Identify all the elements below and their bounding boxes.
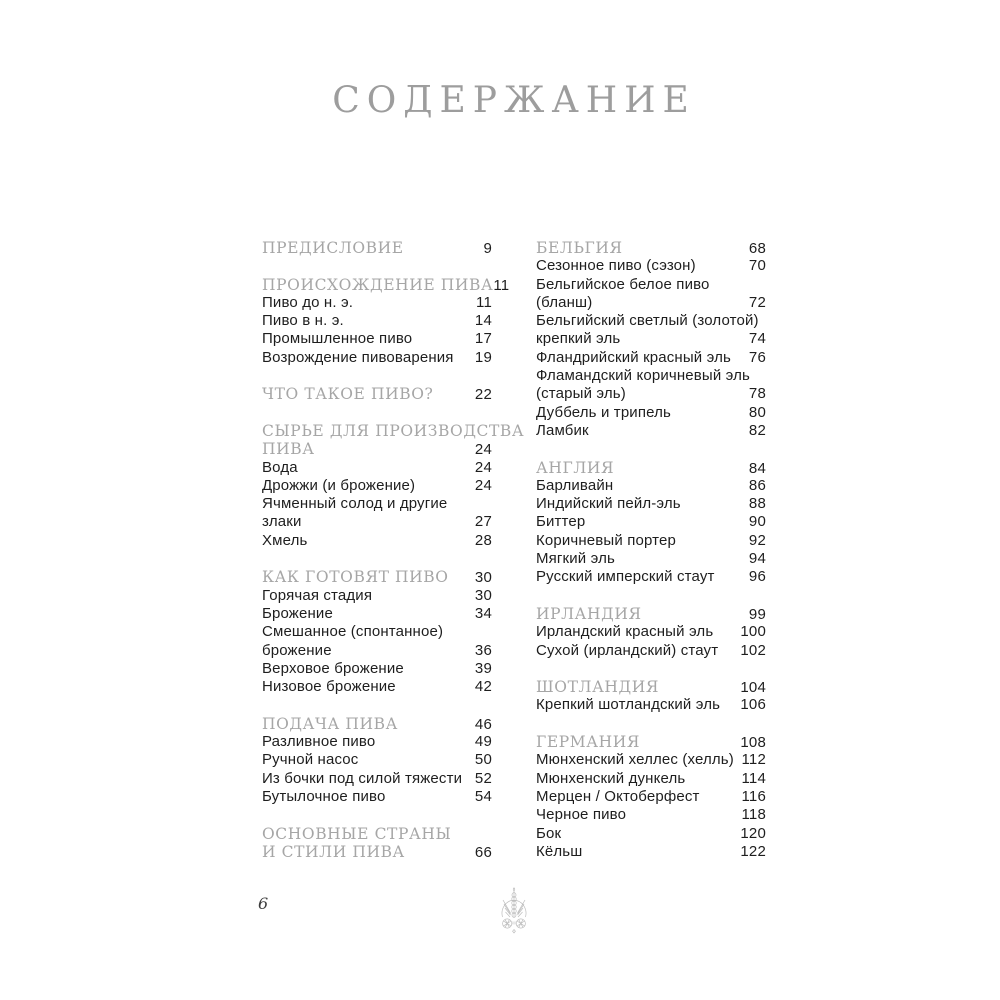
toc-page-number: 17 [474, 330, 492, 348]
toc-item-row [536, 312, 766, 330]
toc-header-label: ПРОИСХОЖДЕНИЕ ПИВА [262, 275, 494, 294]
toc-section [262, 825, 492, 862]
toc-item-label: Пиво до н. э. [262, 293, 354, 311]
toc-item-label: Мюнхенский хеллес (хелль) [536, 751, 734, 769]
toc-item-label: Барливайн [536, 476, 614, 494]
toc-page-number: 36 [474, 641, 492, 659]
toc-item-label: Смешанное (спонтанное) [262, 623, 444, 641]
toc-header-row [536, 605, 766, 623]
toc-item-row [536, 367, 766, 385]
toc-page-number: 99 [748, 605, 766, 623]
toc-item-label: Ячменный солод и другие [262, 495, 448, 513]
toc-page-number: 34 [474, 604, 492, 622]
toc-header-row [262, 385, 492, 403]
toc-item-row [262, 294, 492, 312]
toc-header-row [262, 715, 492, 733]
toc-item-row [262, 312, 492, 330]
toc-header-label: ОСНОВНЫЕ СТРАНЫ [262, 824, 452, 843]
toc-page-number: 106 [740, 696, 766, 714]
toc-page-number: 114 [741, 769, 766, 787]
toc-item-row [536, 751, 766, 769]
toc-section [536, 678, 766, 715]
toc-page-number: 39 [474, 659, 492, 677]
toc-page-number: 19 [474, 348, 492, 366]
toc-item-label: Низовое брожение [262, 678, 396, 696]
toc-header-row [262, 568, 492, 586]
toc-page-number: 46 [474, 715, 492, 733]
toc-header-row [262, 275, 510, 294]
toc-header-label: ПИВА [262, 440, 315, 459]
toc-item-row [262, 330, 492, 348]
toc-section [262, 715, 492, 806]
toc-header-label: БЕЛЬГИЯ [536, 239, 623, 257]
toc-item-label: Мерцен / Октоберфест [536, 787, 700, 805]
toc-page-number: 42 [474, 678, 492, 696]
toc-header-row [536, 678, 766, 696]
toc-header-label: СЫРЬЕ ДЛЯ ПРОИЗВОДСТВА [262, 421, 525, 440]
page-title: СОДЕРЖАНИЕ [332, 80, 696, 121]
toc-item-label: брожение [262, 641, 332, 659]
toc-section [262, 385, 492, 403]
toc-item-row [262, 349, 492, 367]
toc-page-number: 94 [748, 550, 766, 568]
toc-item-label: (старый эль) [536, 385, 626, 403]
toc-item-row [262, 587, 492, 605]
toc-header-label: ПРЕДИСЛОВИЕ [262, 239, 404, 257]
toc-item-label: Черное пиво [536, 806, 627, 824]
toc-item-row [536, 623, 766, 641]
toc-item-row [536, 404, 766, 422]
toc-page-number: 14 [474, 312, 492, 330]
toc-page-number: 68 [748, 240, 766, 257]
toc-page-number: 54 [474, 787, 492, 805]
toc-item-label: Дуббель и трипель [536, 403, 671, 421]
toc-page-number: 96 [748, 568, 766, 586]
toc-item-label: Сухой (ирландский) стаут [536, 641, 719, 659]
toc-item-row [262, 513, 492, 531]
toc-page-number: 74 [748, 330, 766, 348]
toc-item-label: злаки [262, 513, 302, 531]
toc-item-row [262, 678, 492, 696]
toc-item-label: Ирландский красный эль [536, 623, 714, 641]
toc-item-row [536, 550, 766, 568]
toc-item-label: Мягкий эль [536, 550, 615, 568]
toc-item-label: Фламандский коричневый эль [536, 367, 751, 385]
toc-section [262, 421, 525, 550]
toc-item-row [536, 696, 766, 714]
toc-item-label: Коричневый портер [536, 531, 676, 549]
toc-item-row [536, 532, 766, 550]
toc-page-number: 27 [474, 513, 492, 531]
toc-header-label: ГЕРМАНИЯ [536, 733, 640, 752]
toc-header-label: АНГЛИЯ [536, 458, 615, 477]
toc-section [262, 568, 492, 696]
toc-page-number: 24 [474, 476, 492, 494]
toc-page-number: 11 [493, 276, 510, 294]
toc-page-number: 104 [740, 679, 766, 697]
toc-item-label: Ручной насос [262, 751, 359, 769]
toc-item-label: Возрождение пивоварения [262, 348, 454, 366]
toc-header-label: ПОДАЧА ПИВА [262, 714, 398, 733]
toc-item-label: Дрожжи (и брожение) [262, 476, 416, 494]
toc-item-row [262, 751, 492, 769]
toc-page-number: 30 [474, 586, 492, 604]
toc-header-row [262, 843, 492, 861]
toc-item-label: (бланш) [536, 293, 593, 311]
toc-section [536, 605, 766, 660]
toc-item-row [262, 459, 492, 477]
toc-item-row [536, 788, 766, 806]
toc-column-2 [536, 239, 766, 861]
toc-item-row [536, 843, 766, 861]
toc-item-label: Горячая стадия [262, 586, 373, 604]
toc-page-number: 70 [748, 257, 766, 275]
toc-item-row [536, 257, 766, 275]
toc-item-row [536, 495, 766, 513]
toc-header-label: КАК ГОТОВЯТ ПИВО [262, 568, 449, 587]
toc-page-number: 80 [748, 403, 766, 421]
toc-item-label: Бельгийское белое пиво [536, 275, 710, 293]
toc-item-row [262, 605, 492, 623]
toc-header-label: ШОТЛАНДИЯ [536, 678, 659, 697]
toc-page-number: 82 [748, 421, 766, 439]
toc-item-row [536, 349, 766, 367]
toc-header-row [536, 459, 766, 477]
toc-page-number: 88 [748, 495, 766, 513]
toc-item-row [262, 733, 492, 751]
toc-header-row [536, 239, 766, 257]
toc-page-number: 102 [740, 641, 766, 659]
toc-item-label: Вода [262, 458, 298, 476]
toc-page-number: 118 [741, 806, 766, 824]
toc-item-label: Брожение [262, 604, 333, 622]
toc-section [536, 239, 766, 440]
toc-item-row [262, 623, 492, 641]
toc-item-row [536, 806, 766, 824]
toc-item-label: Бутылочное пиво [262, 787, 386, 805]
folio-page-number: 6 [258, 894, 269, 913]
toc-item-row [536, 385, 766, 403]
toc-header-row [536, 733, 766, 751]
toc-page-number: 72 [748, 293, 766, 311]
toc-item-label: Промышленное пиво [262, 330, 413, 348]
toc-item-row [536, 825, 766, 843]
toc-page-number: 116 [741, 787, 766, 805]
toc-page-number: 108 [740, 734, 766, 752]
toc-item-label: Хмель [262, 531, 308, 549]
toc-item-row [536, 642, 766, 660]
toc-header-row [262, 239, 492, 257]
toc-column-1 [262, 239, 525, 861]
toc-item-row [262, 477, 492, 495]
toc-header-label: ЧТО ТАКОЕ ПИВО? [262, 385, 434, 404]
toc-header-label: И СТИЛИ ПИВА [262, 842, 405, 861]
toc-item-label: Верховое брожение [262, 659, 404, 677]
toc-item-label: Мюнхенский дункель [536, 769, 686, 787]
toc-item-row [536, 513, 766, 531]
toc-page-number: 24 [474, 441, 492, 459]
toc-item-label: Бок [536, 824, 562, 842]
toc-page-number: 9 [483, 240, 492, 257]
toc-page-number: 86 [748, 476, 766, 494]
toc-page-number: 52 [474, 769, 492, 787]
toc-item-label: Кёльш [536, 842, 583, 860]
toc-page-number: 22 [474, 386, 492, 404]
toc-item-row [536, 330, 766, 348]
toc-page-number: 76 [748, 348, 766, 366]
toc-item-label: Бельгийский светлый (золотой) [536, 312, 759, 330]
toc-header-row [262, 825, 492, 843]
toc-item-label: крепкий эль [536, 330, 621, 348]
toc-page-number: 100 [740, 623, 766, 641]
toc-item-row [262, 788, 492, 806]
toc-section [262, 275, 510, 367]
toc-item-label: Ламбик [536, 421, 589, 439]
toc-item-row [536, 770, 766, 788]
toc-item-label: Сезонное пиво (сэзон) [536, 257, 696, 275]
toc-section [536, 733, 766, 861]
toc-page-number: 78 [748, 385, 766, 403]
toc-item-label: Русский имперский стаут [536, 568, 715, 586]
toc-page-number: 112 [741, 751, 766, 769]
toc-page-number: 24 [474, 458, 492, 476]
toc-page-number: 92 [748, 531, 766, 549]
toc-page-number: 84 [748, 459, 766, 477]
toc-page-number: 122 [740, 842, 766, 860]
toc-item-label: Фландрийский красный эль [536, 348, 731, 366]
toc-item-row [262, 532, 492, 550]
toc-item-row [262, 770, 492, 788]
toc-item-row [536, 568, 766, 586]
toc-header-row [262, 440, 492, 458]
toc-page-number: 49 [474, 733, 492, 751]
toc-item-row [536, 477, 766, 495]
toc-item-label: Индийский пейл-эль [536, 495, 681, 513]
toc-item-label: Биттер [536, 513, 586, 531]
toc-item-label: Разливное пиво [262, 733, 376, 751]
toc-page-number: 66 [474, 843, 492, 861]
toc-item-row [262, 495, 492, 513]
toc-item-row [536, 276, 766, 294]
toc-item-row [262, 660, 492, 678]
toc-section [536, 459, 766, 587]
toc-item-label: Крепкий шотландский эль [536, 696, 721, 714]
toc-page-number: 11 [476, 293, 492, 311]
toc-page-number: 120 [740, 824, 766, 842]
toc-header-label: ИРЛАНДИЯ [536, 604, 642, 623]
wheat-hops-ornament-icon [499, 887, 529, 934]
toc-page-number: 30 [474, 569, 492, 587]
toc-item-label: Пиво в н. э. [262, 312, 344, 330]
toc-page-number: 90 [748, 513, 766, 531]
toc-item-row [536, 294, 766, 312]
toc-header-row [262, 421, 525, 440]
toc-page-number: 28 [474, 531, 492, 549]
toc-item-label: Из бочки под силой тяжести [262, 769, 463, 787]
toc-section [262, 239, 492, 257]
toc-page-number: 50 [474, 751, 492, 769]
toc-item-row [262, 642, 492, 660]
toc-item-row [536, 422, 766, 440]
